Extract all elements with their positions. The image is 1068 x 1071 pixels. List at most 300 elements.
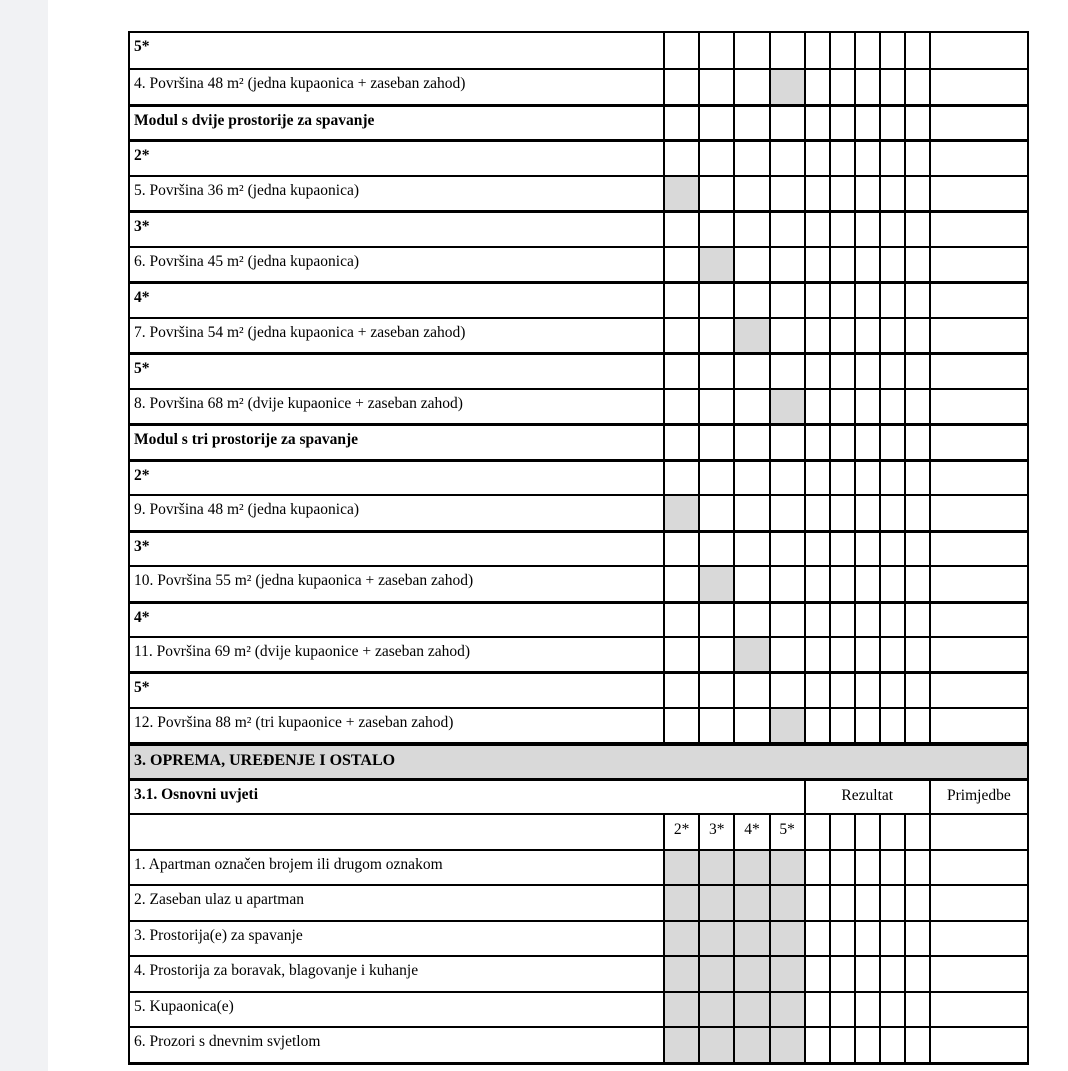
result-subcell: [804, 70, 829, 103]
result-subcell: [829, 815, 854, 848]
table-row: [130, 1026, 1027, 1061]
star-cell: [698, 319, 733, 352]
table-row: [130, 388, 1027, 423]
result-subcell: [804, 1028, 829, 1061]
row-label-cell: 6. Prozori s dnevnim svjetlom: [134, 1033, 321, 1051]
result-subcell: [854, 390, 879, 423]
row-label-cell: 10. Površina 55 m² (jedna kupaonica + zaseban zahod): [134, 572, 474, 590]
result-subcell: [829, 248, 854, 281]
result-subcell: [854, 355, 879, 387]
row-label-cell: 2*: [134, 466, 150, 484]
result-subcell: [829, 604, 854, 636]
result-subcell: [904, 248, 929, 281]
star-cell: [733, 284, 768, 316]
star-cell: [769, 567, 804, 600]
shaded-star-cell: [663, 886, 698, 919]
shaded-star-cell: [769, 922, 804, 955]
shaded-star-cell: [733, 638, 768, 671]
result-subcell: [879, 355, 904, 387]
result-subcell: [904, 851, 929, 884]
star-cell: [698, 33, 733, 68]
result-subcell: [804, 604, 829, 636]
result-subcell: [854, 638, 879, 671]
star-cell: [733, 709, 768, 742]
shaded-star-cell: [733, 957, 768, 990]
result-subcell: [879, 674, 904, 706]
star-cell: [769, 33, 804, 68]
result-subcell: [854, 604, 879, 636]
result-subcell: [804, 213, 829, 245]
star-header-cell: 4*: [733, 815, 768, 848]
shaded-star-cell: [698, 922, 733, 955]
result-subcell: [904, 1028, 929, 1061]
row-label-cell: 4*: [134, 289, 150, 307]
shaded-star-cell: [698, 567, 733, 600]
table-row: [130, 494, 1027, 529]
result-subcell: [854, 107, 879, 139]
star-cell: [663, 107, 698, 139]
star-cell: [733, 674, 768, 706]
row-label-cell: 4*: [134, 608, 150, 626]
star-cell: [698, 107, 733, 139]
result-subcell: [804, 674, 829, 706]
result-subcell: [904, 709, 929, 742]
shaded-star-cell: [698, 851, 733, 884]
shaded-star-cell: [663, 496, 698, 529]
table-row: [130, 68, 1027, 103]
star-cell: [663, 604, 698, 636]
star-header-cell: 2*: [663, 815, 698, 848]
section-band-label: 3. OPREMA, UREĐENJE I OSTALO: [130, 746, 1027, 777]
star-cell: [663, 70, 698, 103]
star-cell: [698, 70, 733, 103]
star-cell: [663, 567, 698, 600]
result-subcell: [904, 33, 929, 68]
shaded-star-cell: [769, 1028, 804, 1061]
star-cell: [663, 319, 698, 352]
star-cell: [698, 533, 733, 565]
result-subcell: [879, 496, 904, 529]
table-row: [130, 601, 1027, 636]
notes-cell: [929, 213, 1027, 245]
star-cell: [769, 462, 804, 494]
row-label-cell: 7. Površina 54 m² (jedna kupaonica + zaseban zahod): [134, 323, 466, 341]
star-cell: [698, 674, 733, 706]
shaded-star-cell: [769, 70, 804, 103]
table-row: [130, 210, 1027, 245]
result-subcell: [804, 886, 829, 919]
result-subcell: [804, 248, 829, 281]
row-label-cell: 1. Apartman označen brojem ili drugom oznakom: [134, 855, 443, 873]
row-label-cell: 8. Površina 68 m² (dvije kupaonice + zaseban zahod): [134, 394, 463, 412]
result-subcell: [854, 284, 879, 316]
shaded-star-cell: [769, 390, 804, 423]
star-cell: [733, 355, 768, 387]
result-subcell: [904, 390, 929, 423]
star-cell: [769, 496, 804, 529]
result-subcell: [879, 709, 904, 742]
star-cell: [733, 390, 768, 423]
shaded-star-cell: [698, 957, 733, 990]
result-subcell: [854, 496, 879, 529]
result-subcell: [829, 1028, 854, 1061]
star-cell: [733, 567, 768, 600]
star-cell: [663, 709, 698, 742]
shaded-star-cell: [733, 993, 768, 1026]
result-subcell: [829, 142, 854, 174]
star-cell: [733, 496, 768, 529]
table-row: [130, 884, 1027, 919]
row-label-cell: 5. Površina 36 m² (jedna kupaonica): [134, 181, 360, 199]
table-row: [130, 104, 1027, 139]
result-subcell: [829, 284, 854, 316]
result-subcell: [829, 177, 854, 210]
result-subcell: [829, 674, 854, 706]
row-label-cell: 6. Površina 45 m² (jedna kupaonica): [134, 252, 360, 270]
notes-cell: [929, 107, 1027, 139]
star-cell: [663, 213, 698, 245]
star-cell: [698, 142, 733, 174]
star-cell: [698, 213, 733, 245]
result-subcell: [829, 533, 854, 565]
star-cell: [698, 638, 733, 671]
star-cell: [733, 462, 768, 494]
subsection-title: 3.1. Osnovni uvjeti: [134, 785, 259, 803]
result-subcell: [879, 851, 904, 884]
table-row: [130, 459, 1027, 494]
result-subcell: [904, 922, 929, 955]
row-label-cell: 5*: [134, 360, 150, 378]
result-subcell: [879, 604, 904, 636]
result-subcell: [879, 177, 904, 210]
star-header-cell: 5*: [769, 815, 804, 848]
viewer-gutter-strip: [0, 0, 48, 1071]
table-row: [130, 671, 1027, 706]
row-label-cell: 3*: [134, 537, 150, 555]
notes-cell: [929, 709, 1027, 742]
row-label-cell: 4. Površina 48 m² (jedna kupaonica + zaseban zahod): [134, 75, 466, 93]
shaded-star-cell: [769, 957, 804, 990]
result-subcell: [804, 815, 829, 848]
notes-cell: [929, 248, 1027, 281]
result-subcell: [804, 993, 829, 1026]
result-subcell: [829, 957, 854, 990]
table-row: [130, 281, 1027, 316]
result-subcell: [829, 390, 854, 423]
result-subcell: [879, 213, 904, 245]
result-subcell: [854, 33, 879, 68]
star-cell: [663, 674, 698, 706]
row-label-cell: 4. Prostorija za boravak, blagovanje i kuhanje: [134, 962, 419, 980]
result-subcell: [829, 213, 854, 245]
row-label-cell: 5. Kupaonica(e): [134, 997, 234, 1015]
result-subcell: [829, 319, 854, 352]
result-subcell: [904, 213, 929, 245]
result-subcell: [829, 426, 854, 458]
result-subcell: [804, 33, 829, 68]
result-subcell: [804, 709, 829, 742]
star-cell: [769, 638, 804, 671]
table-row: [130, 565, 1027, 600]
notes-cell: [929, 462, 1027, 494]
shaded-star-cell: [769, 851, 804, 884]
star-cell: [663, 638, 698, 671]
star-cell: [769, 533, 804, 565]
notes-cell: [929, 674, 1027, 706]
result-subcell: [829, 496, 854, 529]
result-subcell: [904, 567, 929, 600]
notes-cell: [929, 957, 1027, 990]
result-subcell: [854, 533, 879, 565]
result-subcell: [879, 886, 904, 919]
star-header-row: [130, 813, 1027, 848]
notes-header-cell: Primjedbe: [929, 781, 1027, 813]
star-cell: [663, 533, 698, 565]
result-subcell: [854, 674, 879, 706]
notes-cell: [929, 886, 1027, 919]
result-subcell: [854, 886, 879, 919]
shaded-star-cell: [733, 886, 768, 919]
star-cell: [663, 355, 698, 387]
row-label-cell: 2*: [134, 147, 150, 165]
result-subcell: [854, 142, 879, 174]
result-subcell: [904, 177, 929, 210]
shaded-star-cell: [663, 993, 698, 1026]
shaded-star-cell: [769, 709, 804, 742]
notes-cell: [929, 851, 1027, 884]
table-row: [130, 139, 1027, 174]
notes-cell: [929, 142, 1027, 174]
row-label-cell: Modul s tri prostorije za spavanje: [134, 431, 359, 449]
result-subcell: [804, 390, 829, 423]
result-subcell: [854, 319, 879, 352]
notes-cell: [929, 70, 1027, 103]
result-subcell: [879, 638, 904, 671]
star-cell: [769, 604, 804, 636]
notes-cell: [929, 533, 1027, 565]
shaded-star-cell: [769, 993, 804, 1026]
star-cell: [663, 142, 698, 174]
star-cell: [698, 390, 733, 423]
result-subcell: [829, 33, 854, 68]
result-subcell: [879, 567, 904, 600]
result-subcell: [904, 674, 929, 706]
star-cell: [733, 248, 768, 281]
star-cell: [733, 33, 768, 68]
result-subcell: [804, 355, 829, 387]
result-subcell: [804, 462, 829, 494]
result-subcell: [804, 142, 829, 174]
star-cell: [733, 533, 768, 565]
shaded-star-cell: [733, 1028, 768, 1061]
table-row: [130, 707, 1027, 742]
result-subcell: [879, 922, 904, 955]
result-subcell: [829, 462, 854, 494]
result-subcell: [854, 177, 879, 210]
result-subcell: [804, 851, 829, 884]
result-subcell: [804, 284, 829, 316]
shaded-star-cell: [698, 886, 733, 919]
result-subcell: [804, 177, 829, 210]
star-cell: [769, 284, 804, 316]
result-subcell: [904, 355, 929, 387]
result-subcell: [854, 426, 879, 458]
result-subcell: [879, 815, 904, 848]
shaded-star-cell: [663, 851, 698, 884]
result-subcell: [804, 107, 829, 139]
star-cell: [769, 319, 804, 352]
result-subcell: [854, 248, 879, 281]
result-subcell: [879, 462, 904, 494]
result-subcell: [879, 284, 904, 316]
star-cell: [663, 284, 698, 316]
result-subcell: [829, 922, 854, 955]
row-label-cell: 9. Površina 48 m² (jedna kupaonica): [134, 501, 360, 519]
notes-cell: [929, 284, 1027, 316]
shaded-star-cell: [663, 1028, 698, 1061]
shaded-star-cell: [663, 922, 698, 955]
star-cell: [663, 390, 698, 423]
result-subcell: [854, 709, 879, 742]
result-subcell: [879, 957, 904, 990]
result-subcell: [879, 533, 904, 565]
star-cell: [698, 284, 733, 316]
star-cell: [698, 709, 733, 742]
notes-cell: [929, 638, 1027, 671]
star-cell: [663, 426, 698, 458]
row-label-cell: 11. Površina 69 m² (dvije kupaonice + zaseban zahod): [134, 642, 471, 660]
row-label-cell: 2. Zaseban ulaz u apartman: [134, 891, 304, 909]
result-subcell: [829, 638, 854, 671]
notes-cell: [929, 33, 1027, 68]
result-subcell: [804, 567, 829, 600]
result-subcell: [804, 638, 829, 671]
result-subcell: [904, 142, 929, 174]
shaded-star-cell: [698, 993, 733, 1026]
result-subcell: [904, 993, 929, 1026]
result-subcell: [854, 462, 879, 494]
result-subcell: [829, 567, 854, 600]
table-row: [130, 317, 1027, 352]
table-row: [130, 33, 1027, 68]
notes-cell: [929, 319, 1027, 352]
star-cell: [663, 248, 698, 281]
result-subcell: [804, 496, 829, 529]
star-cell: [769, 674, 804, 706]
row-label-cell: Modul s dvije prostorije za spavanje: [134, 111, 375, 129]
result-subcell: [829, 886, 854, 919]
notes-cell: [929, 993, 1027, 1026]
result-subcell: [904, 319, 929, 352]
result-subcell: [854, 993, 879, 1026]
result-subcell: [854, 213, 879, 245]
star-cell: [769, 426, 804, 458]
table-row: [130, 636, 1027, 671]
result-subcell: [904, 533, 929, 565]
notes-cell: [929, 815, 1027, 848]
table-row: [130, 955, 1027, 990]
notes-cell: [929, 567, 1027, 600]
table-row: [130, 849, 1027, 884]
shaded-star-cell: [769, 886, 804, 919]
result-subcell: [804, 426, 829, 458]
result-subcell: [829, 70, 854, 103]
result-header-cell: Rezultat: [804, 781, 929, 813]
result-subcell: [904, 496, 929, 529]
notes-cell: [929, 922, 1027, 955]
row-label-cell: [130, 815, 663, 848]
table-row: [130, 530, 1027, 565]
notes-cell: [929, 604, 1027, 636]
star-cell: [698, 496, 733, 529]
row-label-cell: 5*: [134, 38, 150, 55]
star-cell: [769, 107, 804, 139]
table-row: [130, 423, 1027, 458]
star-cell: [733, 213, 768, 245]
result-subcell: [904, 886, 929, 919]
star-cell: [769, 355, 804, 387]
apartment-categorization-table: [128, 31, 1029, 1065]
result-subcell: [904, 426, 929, 458]
row-label-cell: 3*: [134, 218, 150, 236]
result-subcell: [854, 922, 879, 955]
result-subcell: [904, 604, 929, 636]
star-cell: [663, 33, 698, 68]
result-subcell: [829, 107, 854, 139]
result-subcell: [904, 957, 929, 990]
result-subcell: [879, 993, 904, 1026]
table-row: [130, 352, 1027, 387]
result-subcell: [879, 70, 904, 103]
star-cell: [698, 355, 733, 387]
star-cell: [769, 213, 804, 245]
table-row: [130, 991, 1027, 1026]
row-label-cell: 12. Površina 88 m² (tri kupaonice + zaseban zahod): [134, 713, 454, 731]
result-subcell: [904, 462, 929, 494]
star-cell: [733, 604, 768, 636]
shaded-star-cell: [698, 248, 733, 281]
section-subheader-row: [130, 778, 1027, 813]
result-subcell: [829, 355, 854, 387]
result-subcell: [904, 638, 929, 671]
star-cell: [733, 426, 768, 458]
result-subcell: [829, 993, 854, 1026]
result-subcell: [804, 957, 829, 990]
result-subcell: [804, 533, 829, 565]
result-subcell: [879, 426, 904, 458]
result-subcell: [854, 815, 879, 848]
result-subcell: [879, 319, 904, 352]
result-subcell: [904, 815, 929, 848]
notes-cell: [929, 390, 1027, 423]
result-subcell: [904, 70, 929, 103]
star-cell: [733, 107, 768, 139]
notes-cell: [929, 496, 1027, 529]
result-subcell: [854, 70, 879, 103]
table-row: [130, 246, 1027, 281]
star-cell: [769, 142, 804, 174]
star-cell: [663, 462, 698, 494]
notes-cell: [929, 177, 1027, 210]
table-row: [130, 175, 1027, 210]
notes-cell: [929, 1028, 1027, 1061]
notes-cell: [929, 355, 1027, 387]
result-subcell: [879, 107, 904, 139]
star-header-cell: 3*: [698, 815, 733, 848]
result-subcell: [879, 390, 904, 423]
result-subcell: [829, 709, 854, 742]
result-subcell: [854, 957, 879, 990]
